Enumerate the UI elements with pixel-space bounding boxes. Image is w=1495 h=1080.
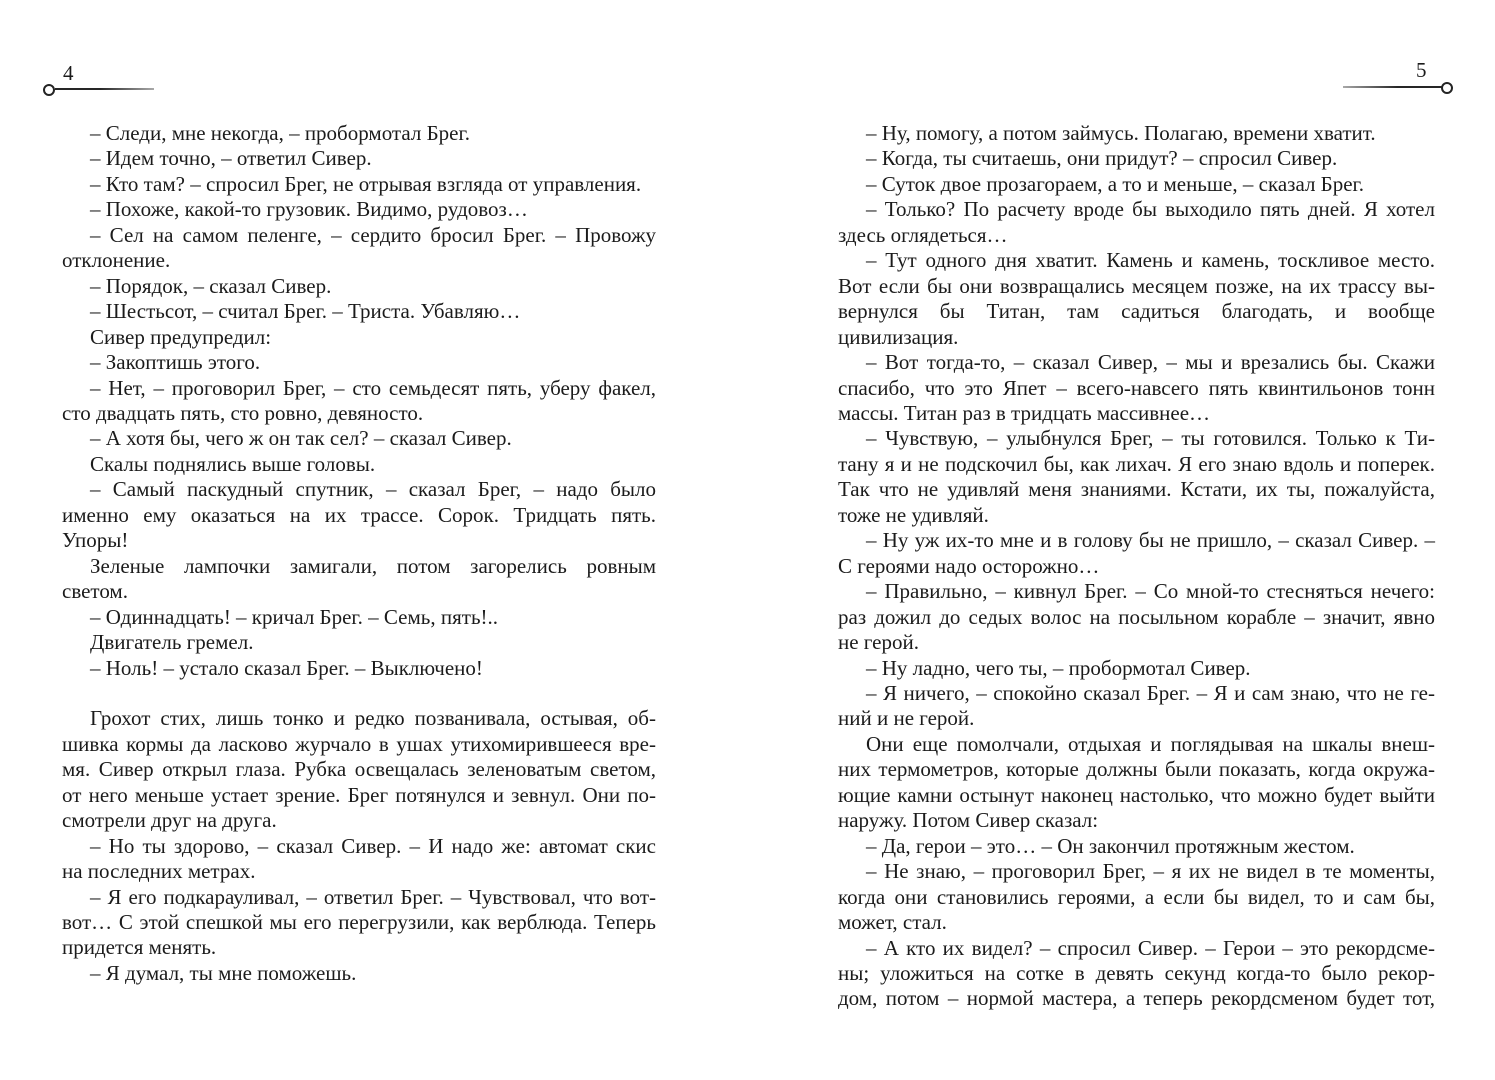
text-line: Сивер предупредил: bbox=[90, 324, 272, 349]
text-line: – Кто там? – спросил Брег, не отрывая взгляда от управления. bbox=[90, 171, 642, 196]
ring-ornament-icon bbox=[43, 84, 55, 96]
text-line: – Тут одного дня хватит. Камень и камень, тоскливое место. bbox=[866, 248, 1435, 273]
text-line: – Самый паскудный спутник, – сказал Брег, – надо было bbox=[90, 477, 656, 502]
text-line: – Одиннадцать! – кричал Брег. – Семь, пять!.. bbox=[90, 604, 499, 629]
text-line: – Закоптишь этого. bbox=[90, 350, 261, 375]
text-line: – Да, герои – это… – Он закончил протяжным жестом. bbox=[866, 833, 1355, 858]
text-line: – Ну, помогу, а потом займусь. Полагаю, времени хватит. bbox=[866, 121, 1376, 145]
text-line: массы. Титан раз в тридцать массивнее… bbox=[838, 400, 1211, 425]
text-line: – Не знаю, – проговорил Брег, – я их не видел в те моменты, bbox=[866, 859, 1435, 884]
text-line: Упоры! bbox=[62, 528, 129, 553]
text-line: – Шестьсот, – считал Брег. – Триста. Убавляю… bbox=[90, 299, 521, 324]
ring-ornament-icon bbox=[1441, 82, 1453, 94]
text-line: – Правильно, – кивнул Брег. – Со мной-то стесняться нечего: bbox=[866, 579, 1435, 604]
text-line: – Когда, ты считаешь, они придут? – спросил Сивер. bbox=[866, 146, 1338, 171]
text-line: – А хотя бы, чего ж он так сел? – сказал Сивер. bbox=[90, 426, 512, 451]
text-line: Грохот стих, лишь тонко и редко позванивала, остывая, об- bbox=[90, 706, 656, 731]
text-line: Так что не удивляй меня знаниями. Кстати, их ты, пожалуйста, bbox=[838, 477, 1435, 502]
text-line: – Только? По расчету вроде бы выходило пять дней. Я хотел bbox=[866, 197, 1435, 222]
text-line: – Следи, мне некогда, – пробормотал Брег. bbox=[90, 121, 470, 145]
text-line: Скалы поднялись выше головы. bbox=[90, 451, 376, 476]
text-line: отклонение. bbox=[62, 248, 171, 273]
text-line: раз дожил до седых волос на посыльном корабле – значит, явно bbox=[838, 604, 1435, 629]
text-line: – Я ничего, – спокойно сказал Брег. – Я и сам знаю, что не ге- bbox=[866, 680, 1435, 705]
text-line: вот… С этой спешкой мы его перегрузили, как верблюда. Теперь bbox=[62, 910, 656, 935]
text-line: – Я его подкарауливал, – ответил Брег. – Чувствовал, что вот- bbox=[90, 884, 656, 909]
text-line: – Чувствую, – улыбнулся Брег, – ты готовился. Только к Ти- bbox=[866, 426, 1435, 451]
header-rule-right bbox=[1343, 86, 1442, 88]
text-line: Они еще помолчали, отдыхая и поглядывая на шкалы внеш- bbox=[866, 731, 1435, 756]
text-line: вернулся бы Титан, там садиться благодать, и вообще цивилизация. bbox=[838, 299, 1435, 349]
text-line: – Вот тогда-то, – сказал Сивер, – мы и врезались бы. Скажи bbox=[866, 350, 1435, 375]
text-line: тану я и не подскочил бы, как лихач. Я его знаю вдоль и поперек. bbox=[838, 451, 1435, 476]
text-line: именно ему оказаться на их трассе. Сорок. Тридцать пять. bbox=[62, 502, 656, 527]
text-line: на последних метрах. bbox=[62, 859, 256, 884]
text-line: – Ну уж их-то мне и в голову бы не пришло, – сказал Сивер. – bbox=[866, 528, 1435, 553]
text-line: может, стал. bbox=[838, 910, 947, 935]
text-line: – Идем точно, – ответил Сивер. bbox=[90, 146, 372, 171]
text-line: мя. Сивер открыл глаза. Рубка освещалась зеленоватым светом, bbox=[62, 757, 656, 782]
page-number-left: 4 bbox=[63, 61, 74, 85]
text-line: Двигатель гремел. bbox=[90, 630, 254, 655]
text-line: них термометров, которые должны были показать, когда окружа- bbox=[838, 757, 1435, 782]
text-line: ний и не герой. bbox=[838, 706, 975, 731]
text-line: ны; уложиться на сотке в девять секунд когда-то было рекор- bbox=[838, 960, 1435, 985]
text-line: Вот если бы они возвращались месяцем позже, на их трассу вы- bbox=[838, 273, 1435, 298]
text-line: – А кто их видел? – спросил Сивер. – Герои – это рекордсме- bbox=[866, 935, 1435, 960]
text-line: – Похоже, какой-то грузовик. Видимо, рудовоз… bbox=[90, 197, 528, 222]
text-line: наружу. Потом Сивер сказал: bbox=[838, 808, 1099, 833]
text-line: спасибо, что это Япет – всего-навсего пять квинтильонов тонн bbox=[838, 375, 1435, 400]
text-line: – Порядок, – сказал Сивер. bbox=[90, 273, 332, 298]
text-line: сто двадцать пять, сто ровно, девяносто. bbox=[62, 400, 424, 425]
text-line: от него меньше устает зрение. Брег потянулся и зевнул. Они по- bbox=[62, 782, 656, 807]
text-line: – Но ты здорово, – сказал Сивер. – И надо же: автомат скис bbox=[90, 833, 656, 858]
text-line: ющие камни остынут наконец настолько, что можно будет выйти bbox=[838, 782, 1435, 807]
text-line: – Сел на самом пеленге, – сердито бросил Брег. – Провожу bbox=[90, 222, 656, 247]
page-number-right: 5 bbox=[1416, 58, 1427, 82]
text-line: дом, потом – нормой мастера, а теперь рекордсменом будет тот, bbox=[838, 986, 1435, 1011]
header-rule-left bbox=[55, 88, 154, 90]
page-text-left bbox=[62, 121, 656, 986]
text-line: тоже не удивляй. bbox=[838, 502, 989, 527]
text-line: – Суток двое прозагораем, а то и меньше, – сказал Брег. bbox=[866, 171, 1365, 196]
text-line: светом. bbox=[62, 579, 128, 604]
page-text-right bbox=[838, 121, 1435, 1012]
text-line: С героями надо осторожно… bbox=[838, 553, 1100, 578]
text-line: шивка кормы да ласково журчало в ушах утихомирившееся вре- bbox=[62, 731, 656, 756]
text-line: – Ну ладно, чего ты, – пробормотал Сивер. bbox=[866, 655, 1251, 680]
text-line: здесь оглядеться… bbox=[838, 222, 1008, 247]
text-line: когда они становились героями, а если бы видел, то и сам бы, bbox=[838, 884, 1435, 909]
text-line: смотрели друг на друга. bbox=[62, 808, 277, 833]
text-line: – Я думал, ты мне поможешь. bbox=[90, 960, 357, 985]
text-line: – Нет, – проговорил Брег, – сто семьдесят пять, уберу факел, bbox=[90, 375, 656, 400]
text-line: придется менять. bbox=[62, 935, 217, 960]
text-line: Зеленые лампочки замигали, потом загорелись ровным bbox=[90, 553, 656, 578]
blank-line bbox=[62, 681, 656, 706]
text-line: – Ноль! – устало сказал Брег. – Выключено! bbox=[90, 655, 483, 680]
text-line: не герой. bbox=[838, 630, 919, 655]
